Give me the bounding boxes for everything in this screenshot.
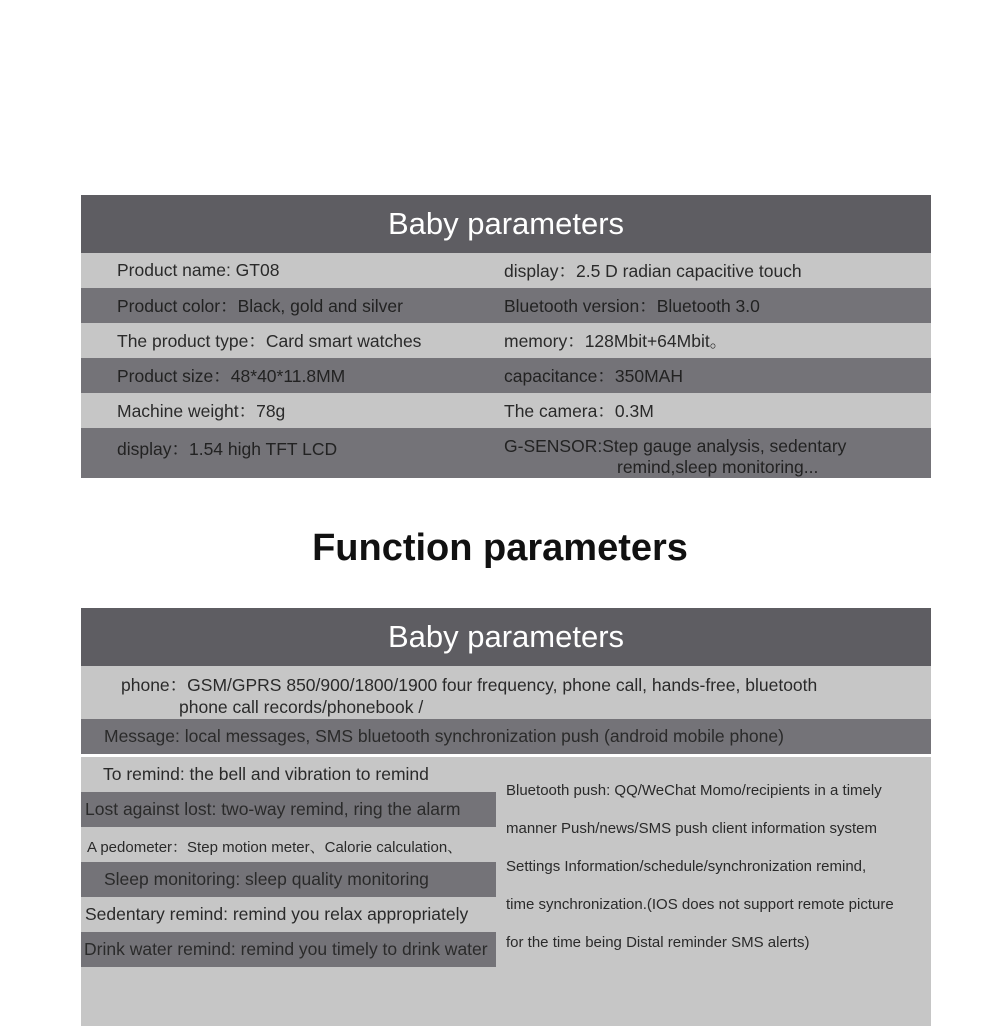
section-title: Function parameters <box>312 527 688 569</box>
list-item <box>81 792 496 827</box>
list-item-text: Sedentary remind: remind you relax appropriately <box>85 904 469 924</box>
list-item <box>81 862 496 897</box>
row-left: The product type：Card smart watches <box>117 331 422 351</box>
description-line: Bluetooth push: QQ/WeChat Momo/recipients in a timely <box>506 782 882 799</box>
list-item-text: Sleep monitoring: sleep quality monitoring <box>104 869 429 889</box>
row-right-line1: G-SENSOR:Step gauge analysis, sedentary <box>504 436 847 456</box>
row-left: Product color：Black, gold and silver <box>117 296 403 316</box>
list-item-text: Lost against lost: two-way remind, ring the alarm <box>85 799 461 819</box>
table-header: Baby parameters <box>81 608 931 666</box>
row-right <box>504 436 846 478</box>
phone-line2: phone call records/phonebook / <box>179 697 424 717</box>
row-left: Product name: GT08 <box>117 260 280 280</box>
table-row <box>81 358 931 393</box>
list-item <box>81 757 496 792</box>
table-row <box>81 253 931 288</box>
description-line: manner Push/news/SMS push client information system <box>506 820 877 837</box>
message-text: Message: local messages, SMS bluetooth synchronization push (android mobile phone) <box>104 726 784 746</box>
list-item <box>81 932 496 967</box>
row-right: The camera：0.3M <box>504 401 654 421</box>
row-right: Bluetooth version：Bluetooth 3.0 <box>504 296 760 316</box>
table-header: Baby parameters <box>81 195 931 253</box>
feature-block <box>81 757 931 1026</box>
description-line: time synchronization.(IOS does not support remote picture <box>506 896 894 913</box>
phone-line1: phone：GSM/GPRS 850/900/1800/1900 four frequency, phone call, hands-free, bluetooth <box>121 675 818 695</box>
list-item-text: To remind: the bell and vibration to remind <box>103 764 429 784</box>
list-item <box>81 897 496 932</box>
table-row <box>81 323 931 358</box>
row-left: Machine weight：78g <box>117 401 286 421</box>
row-right: memory：128Mbit+64Mbit。 <box>504 331 728 351</box>
row-left: display：1.54 high TFT LCD <box>117 439 338 459</box>
list-item <box>81 827 496 862</box>
baby-parameters-table <box>81 195 931 478</box>
bluetooth-push-description <box>506 772 931 962</box>
table-row <box>81 428 931 478</box>
table-row <box>81 393 931 428</box>
list-item-text: Drink water remind: remind you timely to drink water <box>84 939 488 959</box>
description-line: for the time being Distal reminder SMS alerts) <box>506 934 810 951</box>
table-row <box>81 288 931 323</box>
feature-list <box>81 757 496 967</box>
row-right-line2: remind,sleep monitoring... <box>617 457 819 477</box>
description-line: Settings Information/schedule/synchronization remind, <box>506 858 867 875</box>
phone-text <box>121 674 817 718</box>
function-parameters-table <box>81 608 931 1026</box>
message-row <box>81 719 931 754</box>
row-right: capacitance：350MAH <box>504 366 683 386</box>
list-item-text: A pedometer：Step motion meter、Calorie calculation、 <box>87 839 463 856</box>
row-right: display：2.5 D radian capacitive touch <box>504 261 802 281</box>
row-left: Product size：48*40*11.8MM <box>117 366 346 386</box>
phone-row <box>81 666 931 719</box>
